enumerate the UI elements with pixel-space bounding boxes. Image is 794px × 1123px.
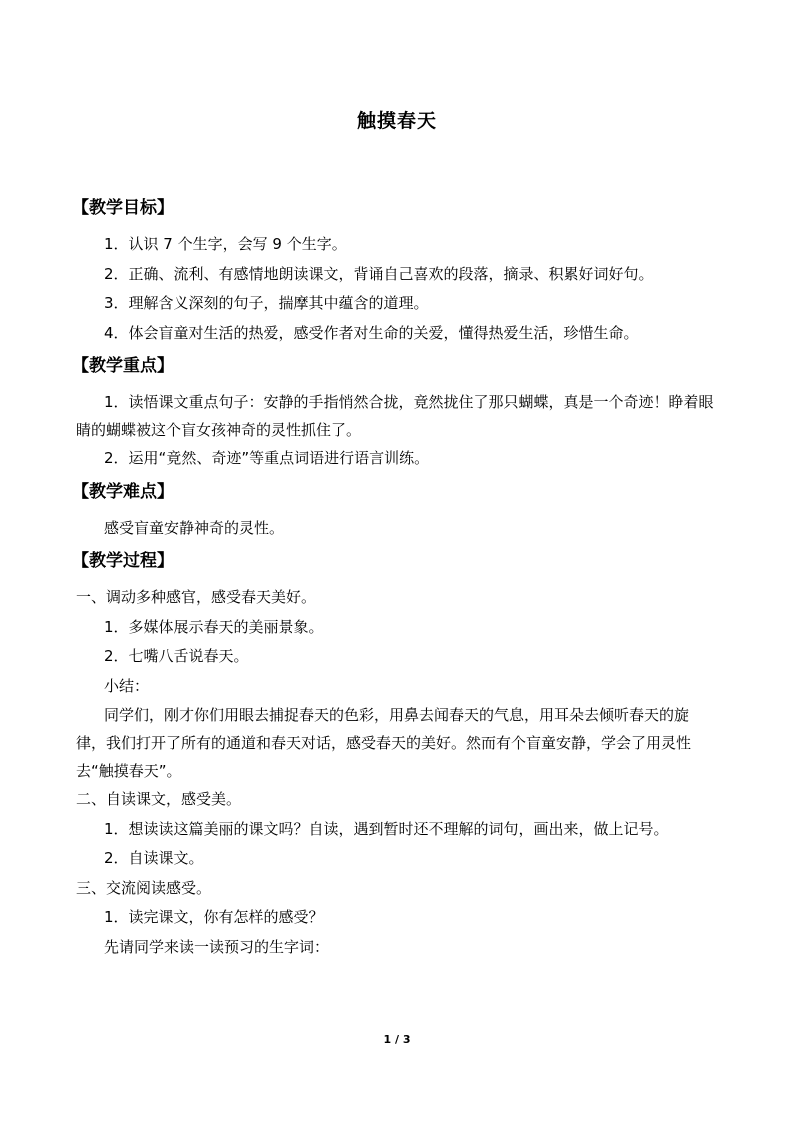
section-heading-process: 【教学过程】 xyxy=(72,551,174,571)
process-part-title: 二、自读课文，感受美。 xyxy=(76,790,242,808)
summary-text: 同学们，刚才你们用眼去捕捉春天的色彩，用鼻去闻春天的气息，用耳朵去倾听春天的旋律，我们打开了所有的通道和春天对话，感受春天的美好。然而有个盲童安静，学会了用灵性去“触摸春天”。 xyxy=(76,706,692,780)
process-item: 1．多媒体展示春天的美丽景象。 xyxy=(104,617,324,636)
section-heading-difficulties: 【教学难点】 xyxy=(72,481,174,502)
document-body xyxy=(72,190,718,962)
process-item: 2．七嘴八舌说春天。 xyxy=(104,647,249,665)
process-item: 1．想读读这篇美丽的课文吗？自读，遇到暂时还不理解的词句，画出来，做上记号。 xyxy=(104,819,669,838)
key-point-item: 2．运用“竟然、奇迹”等重点词语进行语言训练。 xyxy=(104,449,430,467)
goal-item: 3．理解含义深刻的句子，揣摩其中蕴含的道理。 xyxy=(104,294,429,312)
process-part-title: 三、交流阅读感受。 xyxy=(76,878,212,897)
section-heading-goals: 【教学目标】 xyxy=(72,198,174,218)
goal-item: 4．体会盲童对生活的热爱，感受作者对生命的关爱，懂得热爱生活，珍惜生命。 xyxy=(104,323,639,342)
process-part-title: 一、调动多种感官，感受春天美好。 xyxy=(76,588,317,606)
process-item: 先请同学来读一读预习的生字词： xyxy=(104,937,330,956)
difficulty-text: 感受盲童安静神奇的灵性。 xyxy=(104,518,285,537)
goal-item: 2．正确、流利、有感情地朗读课文，背诵自己喜欢的段落，摘录、积累好词好句。 xyxy=(104,264,654,283)
key-point-item: 1．读悟课文重点句子：安静的手指悄然合拢，竟然拢住了那只蝴蝶，真是一个奇迹！睁着眼睛的蝴蝶被这个盲女孩神奇的灵性抓住了。 xyxy=(76,393,714,439)
process-item: 2．自读课文。 xyxy=(104,849,204,867)
page-title: 触摸春天 xyxy=(356,110,437,132)
goal-item: 1．认识 7 个生字，会写 9 个生字。 xyxy=(104,235,347,253)
page-number: 1 / 3 xyxy=(383,1033,411,1046)
process-item: 1．读完课文，你有怎样的感受？ xyxy=(104,908,324,926)
section-heading-key-points: 【教学重点】 xyxy=(72,356,174,376)
summary-label: 小结： xyxy=(104,676,150,695)
